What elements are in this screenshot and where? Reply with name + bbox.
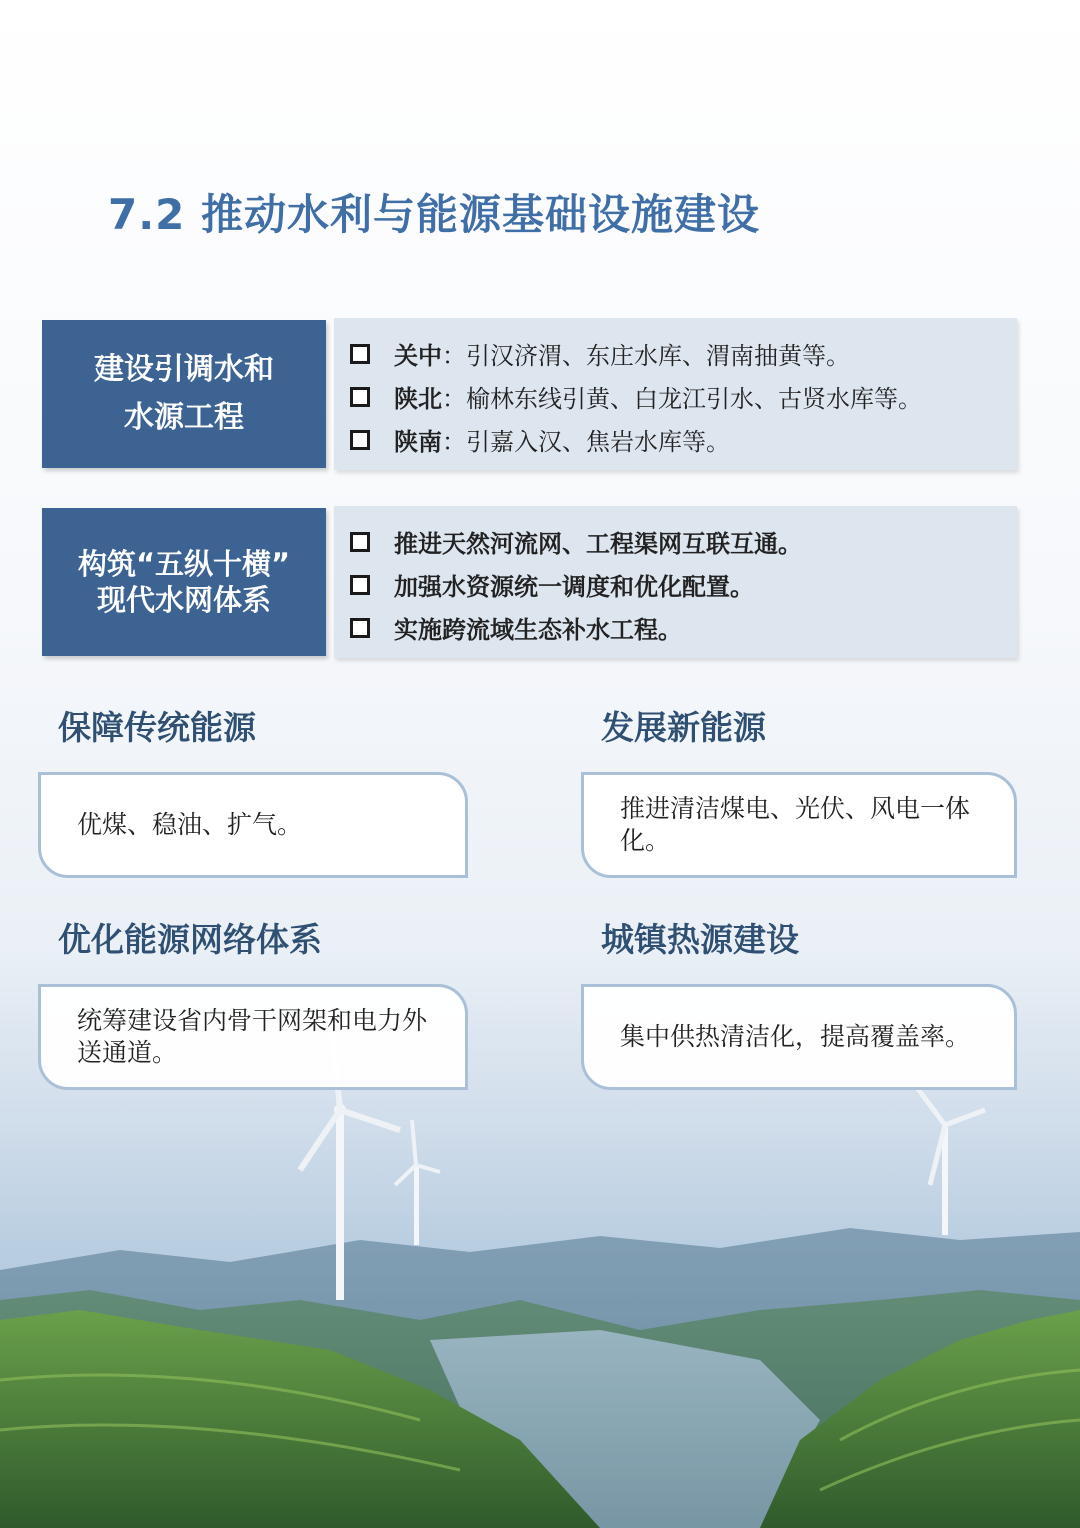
checkbox-icon [350,575,370,595]
water-network-label [42,508,326,656]
list-item [350,375,922,418]
list-item [350,332,922,375]
region-name: 陕南 [394,428,442,456]
list-item [350,563,802,606]
label-line: 构筑“五纵十横” [77,547,291,581]
section-heading-traditional-energy: 保障传统能源 [58,708,256,747]
project-text: 引嘉入汉、焦岩水库等。 [466,428,730,456]
measure-text: 加强水资源统一调度和优化配置。 [394,573,754,601]
water-diversion-label [42,320,326,468]
measure-text: 实施跨流域生态补水工程。 [394,616,682,644]
label-line: 水源工程 [124,400,244,435]
checkbox-icon [350,344,370,364]
card-text: 推进清洁煤电、光伏、风电一体化。 [620,794,971,855]
water-diversion-panel [334,318,1017,470]
section-heading-new-energy: 发展新能源 [601,708,766,747]
section-heading-urban-heating: 城镇热源建设 [601,920,799,959]
project-list [350,332,922,461]
label-line: 建设引调水和 [94,352,274,387]
card-urban-heating [581,984,1017,1090]
checkbox-icon [350,430,370,450]
card-text: 集中供热清洁化，提高覆盖率。 [620,1022,971,1051]
label-line: 现代水网体系 [96,583,271,617]
card-traditional-energy [38,772,468,878]
water-network-panel [334,506,1017,658]
checkbox-icon [350,532,370,552]
project-text: 榆林东线引黄、白龙江引水、古贤水库等。 [466,385,922,413]
region-name: 关中 [394,342,442,370]
card-new-energy [581,772,1017,878]
region-separator: ： [442,385,466,413]
region-name: 陕北 [394,385,442,413]
list-item [350,520,802,563]
checkbox-icon [350,387,370,407]
project-text: 引汉济渭、东庄水库、渭南抽黄等。 [466,342,850,370]
card-text: 优煤、稳油、扩气。 [77,810,303,839]
list-item [350,606,802,649]
measure-list [350,520,802,649]
list-item [350,418,922,461]
checkbox-icon [350,618,370,638]
card-energy-network [38,984,468,1090]
card-text: 统筹建设省内骨干网架和电力外送通道。 [77,1006,428,1067]
region-separator: ： [442,342,466,370]
page-title: 7.2 推动水利与能源基础设施建设 [108,190,761,239]
measure-text: 推进天然河流网、工程渠网互联互通。 [394,530,802,558]
section-heading-energy-network: 优化能源网络体系 [58,920,322,959]
region-separator: ： [442,428,466,456]
